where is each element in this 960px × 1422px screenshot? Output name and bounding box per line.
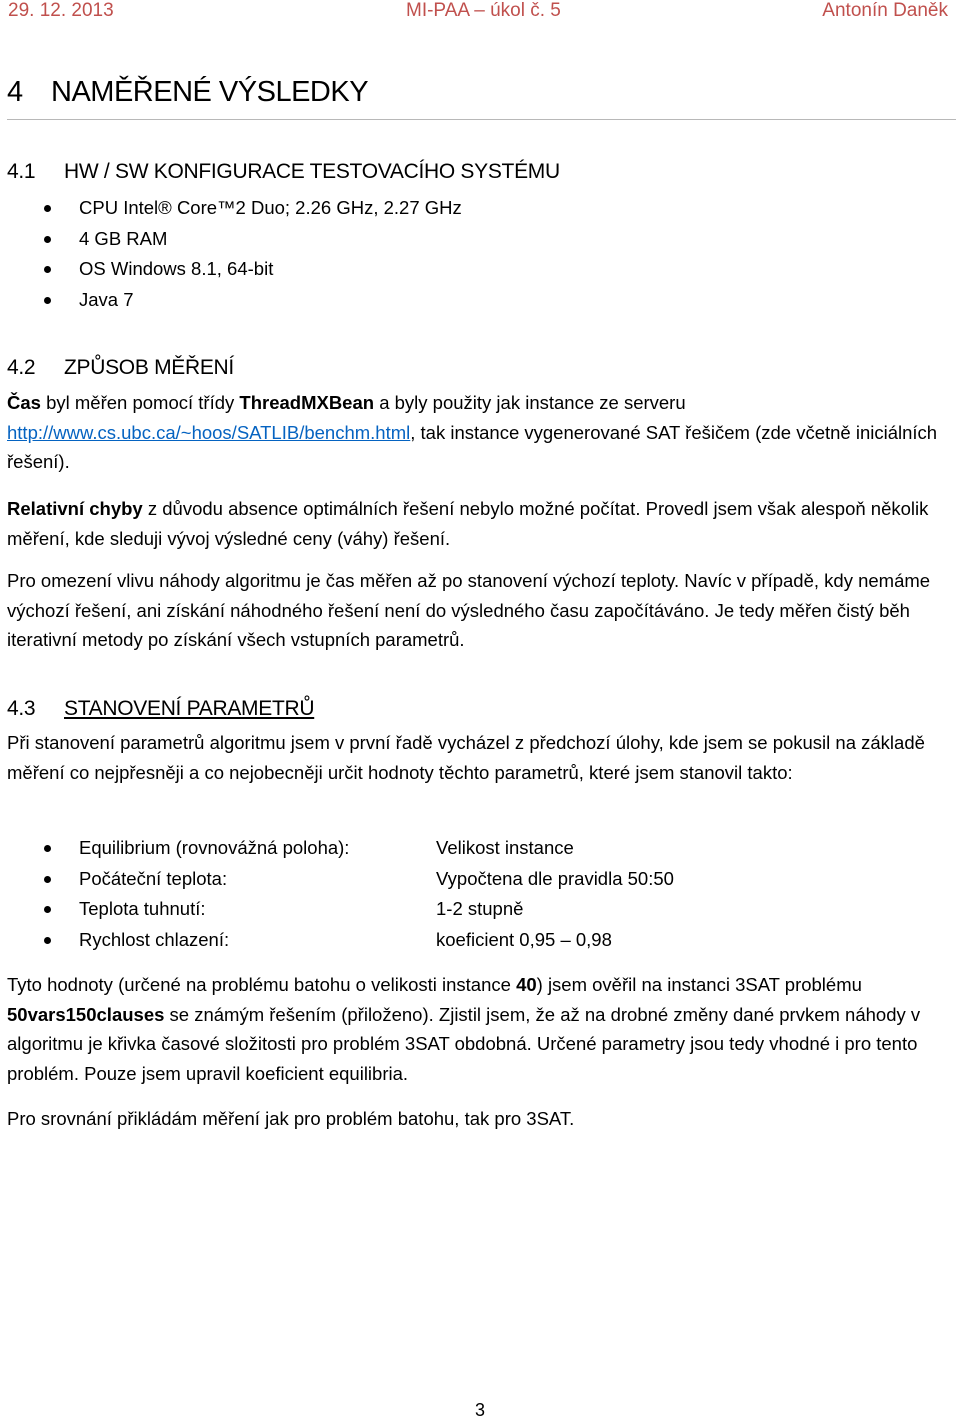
params-intro: Při stanovení parametrů algoritmu jsem v první řadě vycházel z předchozí úlohy, kde jsem se pokusil na základě měření co nejpřesněji a co nejobecněji určit hodnoty těchto parametrů, které jsem stanovil takto:	[7, 732, 925, 783]
list-item: Java 7	[0, 285, 462, 316]
subsection-title: STANOVENÍ PARAMETRŮ	[64, 697, 315, 720]
subsection-heading-params	[7, 697, 314, 721]
header-date: 29. 12. 2013	[8, 0, 114, 21]
bullet-icon	[44, 906, 51, 913]
section-heading	[7, 76, 368, 109]
hw-config-list	[0, 193, 462, 315]
bullet-icon	[44, 876, 51, 883]
params-paragraph-3: Pro srovnání přikládám měření jak pro problém batohu, tak pro 3SAT.	[7, 1108, 575, 1129]
list-item: Teplota tuhnutí: 1-2 stupně	[0, 894, 674, 925]
subsection-title: HW / SW KONFIGURACE TESTOVACÍHO SYSTÉMU	[64, 160, 560, 183]
subsection-title: ZPŮSOB MĚŘENÍ	[64, 356, 234, 379]
bullet-icon	[44, 297, 51, 304]
bullet-icon	[44, 236, 51, 243]
subsection-heading-method	[7, 356, 234, 380]
method-paragraph-1: Čas byl měřen pomocí třídy ThreadMXBean a byly použity jak instance ze serveru http://www.cs.ubc.ca/~hoos/SATLIB/benchm.html, tak instance vygenerované SAT řešičem (zde včetně iniciálních řešení).	[7, 392, 938, 472]
method-paragraph-3: Pro omezení vlivu náhody algoritmu je čas měřen až po stanovení výchozí teploty. Navíc v případě, kdy nemáme výchozí řešení, ani získání náhodného řešení není do výsledného času započítáváno. Je tedy měřen čistý běh iterativní metody po získání všech vstupních parametrů.	[7, 570, 931, 650]
method-paragraph-2: Relativní chyby z důvodu absence optimálních řešení nebylo možné počítat. Provedl jsem však alespoň několik měření, kde sleduji vývoj výsledné ceny (váhy) řešení.	[7, 498, 929, 549]
list-item: OS Windows 8.1, 64-bit	[0, 254, 462, 285]
params-paragraph-2: Tyto hodnoty (určené na problému batohu o velikosti instance 40) jsem ověřil na instanci 3SAT problému 50vars150clauses se známým řešením (přiloženo). Zjistil jsem, že až na drobné změny dané prvkem náhody v algoritmu je křivka časové složitosti pro problém 3SAT obdobná. Určené parametry jsou tedy vhodné i pro tento problém. Pouze jsem upravil koeficient equilibria.	[7, 974, 921, 1084]
section-title: NAMĚŘENÉ VÝSLEDKY	[51, 76, 369, 108]
params-list	[0, 833, 674, 955]
subsection-number: 4.3	[7, 697, 36, 720]
page-header	[8, 0, 952, 22]
bullet-icon	[44, 937, 51, 944]
section-divider	[7, 119, 956, 120]
page-number: 3	[474, 1400, 485, 1420]
satlib-link[interactable]: http://www.cs.ubc.ca/~hoos/SATLIB/benchm.html	[7, 421, 411, 443]
bullet-icon	[44, 266, 51, 273]
subsection-number: 4.1	[7, 160, 36, 183]
subsection-number: 4.2	[7, 356, 36, 379]
section-number: 4	[7, 76, 23, 108]
bullet-icon	[44, 205, 51, 212]
header-author: Antonín Daněk	[822, 0, 948, 21]
list-item: CPU Intel® Core™2 Duo; 2.26 GHz, 2.27 GHz	[0, 193, 462, 224]
list-item: Počáteční teplota: Vypočtena dle pravidla 50:50	[0, 864, 674, 895]
subsection-heading-hw	[7, 160, 560, 184]
list-item: 4 GB RAM	[0, 224, 462, 255]
bullet-icon	[44, 845, 51, 852]
list-item: Equilibrium (rovnovážná poloha): Velikost instance	[0, 833, 674, 864]
header-course: MI-PAA – úkol č. 5	[406, 0, 561, 21]
list-item: Rychlost chlazení: koeficient 0,95 – 0,98	[0, 925, 674, 956]
